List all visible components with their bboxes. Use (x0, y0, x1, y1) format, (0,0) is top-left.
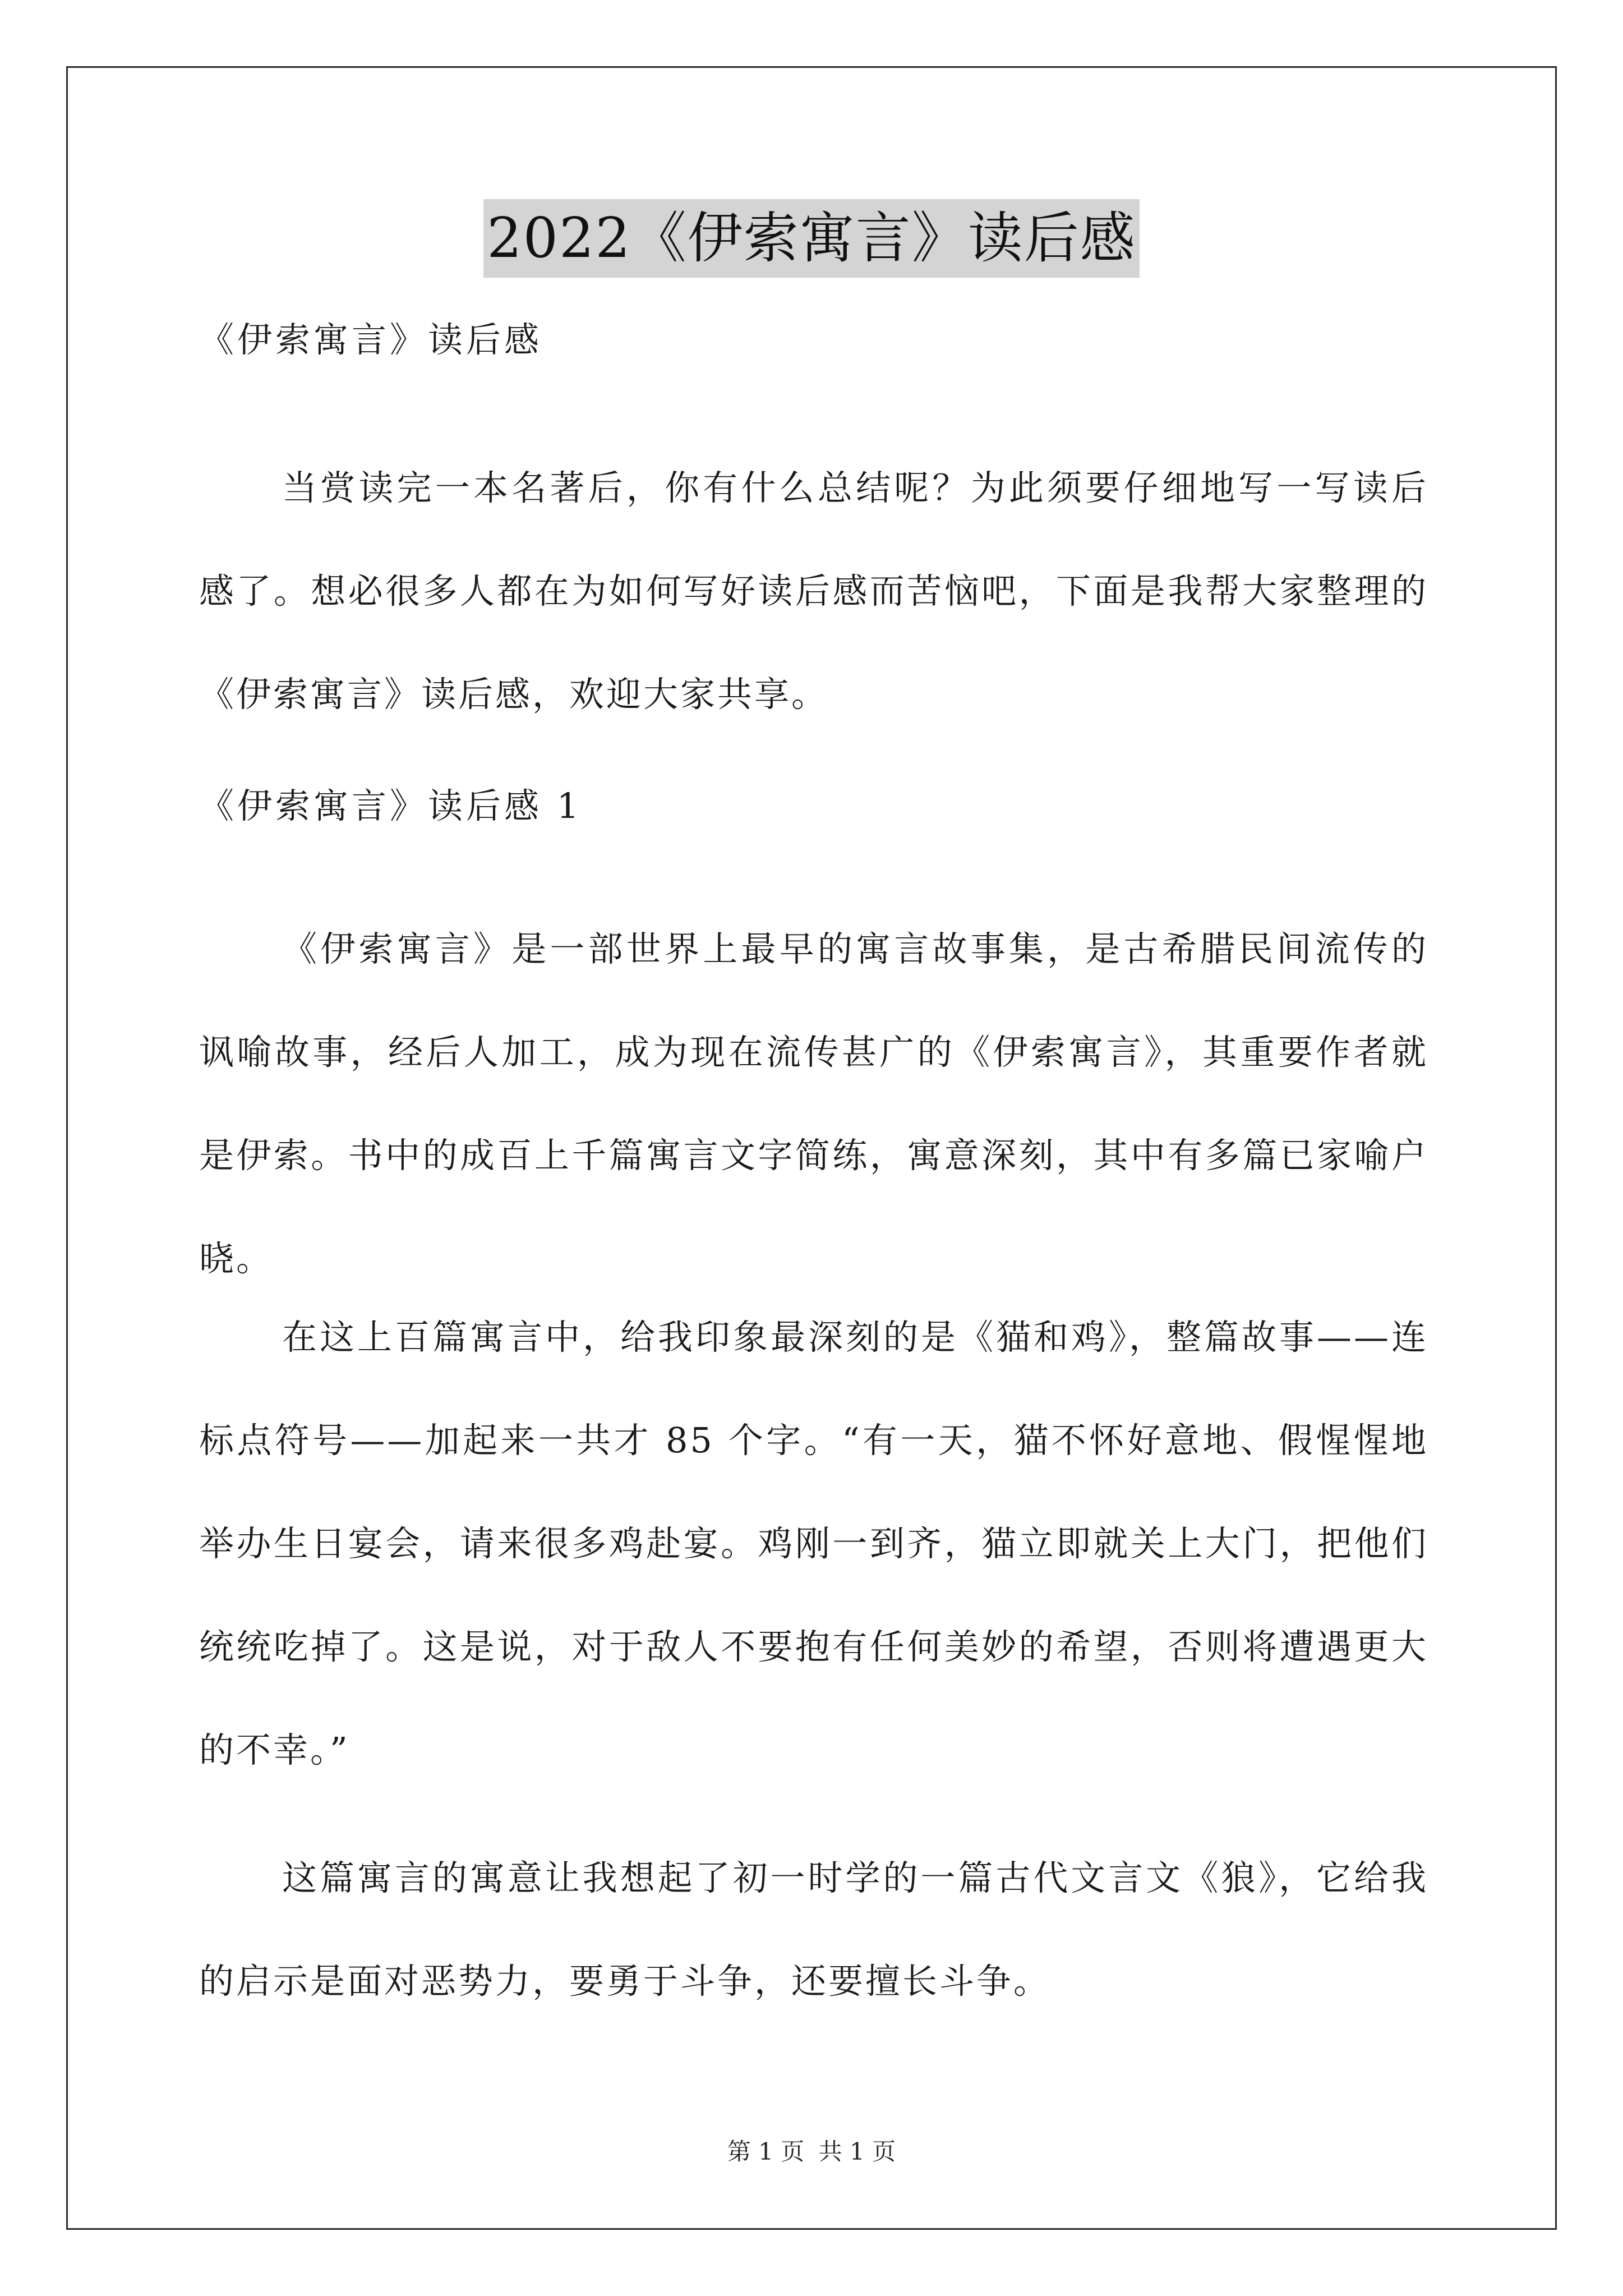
body-paragraph-1: 《伊索寓言》是一部世界上最早的寓言故事集，是古希腊民间流传的讽喻故事，经后人加工，成为现在流传甚广的《伊索寓言》，其重要作者就是伊索。书中的成百上千篇寓言文字简练，寓意深刻，其中有多篇已家喻户晓。 (199, 928, 1428, 1279)
body-paragraph-3: 这篇寓言的寓意让我想起了初一时学的一篇古代文言文《狼》，它给我的启示是面对恶势力，要勇于斗争，还要擅长斗争。 (199, 1857, 1428, 2001)
page-number-current: 第 1 页 (727, 2138, 805, 2165)
body-paragraph-2: 在这上百篇寓言中，给我印象最深刻的是《猫和鸡》，整篇故事——连标点符号——加起来一共才 85 个字。“有一天，猫不怀好意地、假惺惺地举办生日宴会，请来很多鸡赴宴。鸡刚一到齐，猫立即就关上大门，把他们统统吃掉了。这是说，对于敌人不要抱有任何美妙的希望，否则将遭遇更大的不幸。” (199, 1317, 1428, 1770)
page-footer (0, 2136, 1623, 2168)
section-heading: 《伊索寓言》读后感 1 (199, 785, 583, 826)
intro-paragraph: 当赏读完一本名著后，你有什么总结呢？为此须要仔细地写一写读后感了。想必很多人都在为如何写好读后感而苦恼吧，下面是我帮大家整理的《伊索寓言》读后感，欢迎大家共享。 (199, 467, 1428, 715)
document-title: 2022《伊索寓言》读后感 (483, 199, 1139, 278)
page-number-total: 共 1 页 (818, 2138, 896, 2165)
title-container (0, 199, 1623, 278)
subtitle: 《伊索寓言》读后感 (199, 319, 543, 360)
